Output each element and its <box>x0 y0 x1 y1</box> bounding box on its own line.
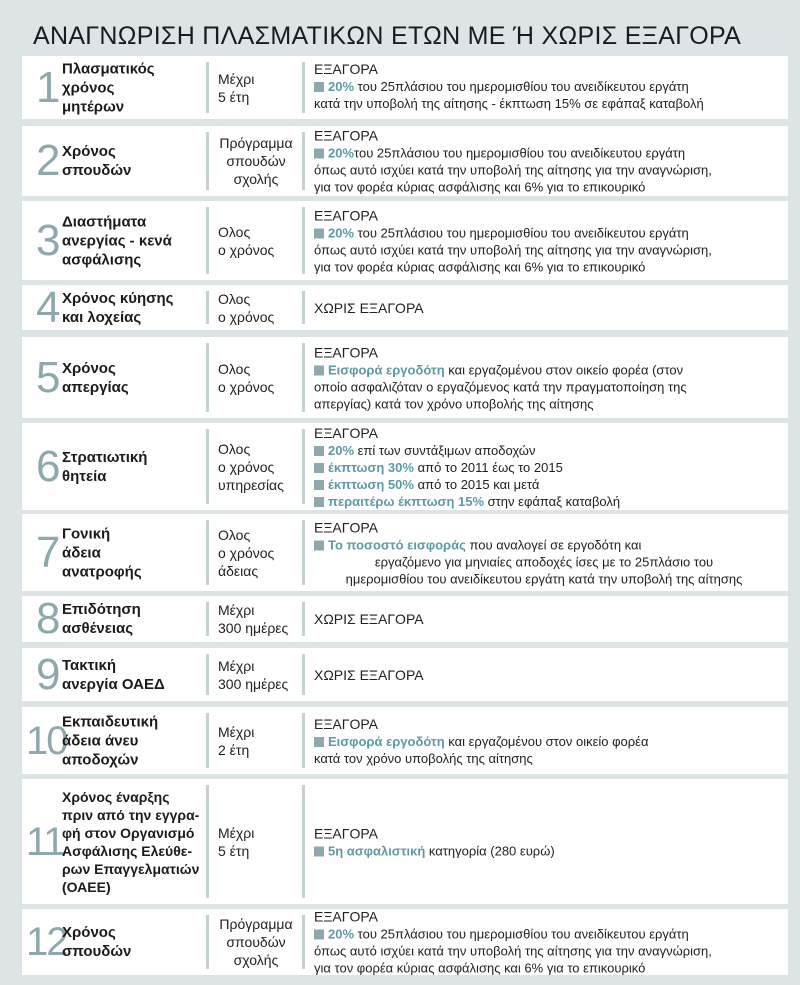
column-divider <box>206 520 209 585</box>
table-row <box>22 282 788 332</box>
bullet-square-icon <box>314 446 324 456</box>
detail-line <box>314 258 774 275</box>
detail-body-text: και εργαζομένου στον οικείο φορέα (στον <box>444 362 684 377</box>
buyback-status: ΧΩΡΙΣ ΕΞΑΓΟΡΑ <box>314 666 424 683</box>
category-line: Χρόνος έναρξης <box>62 788 170 805</box>
detail-line <box>314 162 774 179</box>
category-line: αποδοχών <box>62 751 139 768</box>
duration-line: ο χρόνος <box>218 241 275 258</box>
detail-text <box>314 908 774 977</box>
column-divider <box>206 785 209 898</box>
duration-label <box>218 223 302 259</box>
detail-body-text: όπως αυτό ισχύει κατά την υποβολή της αίτησης για την αναγνώριση, <box>314 943 712 959</box>
column-divider <box>302 291 305 324</box>
detail-body-text: οποίο ασφαλιζόταν ο εργαζόμενος κατά την πραγματοποίηση της <box>314 379 687 394</box>
buyback-status: ΕΞΑΓΟΡΑ <box>314 344 379 360</box>
duration-label <box>218 657 302 693</box>
detail-line <box>314 459 774 476</box>
column-divider <box>302 713 305 768</box>
category-line: ανεργία ΟΑΕΔ <box>62 675 165 693</box>
highlight-text: 5η ασφαλιστική <box>328 843 426 858</box>
column-divider <box>302 602 305 636</box>
duration-line: άδειας <box>218 562 259 579</box>
buyback-status: ΧΩΡΙΣ ΕΞΑΓΟΡΑ <box>314 611 424 627</box>
row-number: 1 <box>36 62 59 112</box>
detail-line <box>314 361 774 378</box>
highlight-text: 20% <box>328 145 355 161</box>
duration-label <box>218 601 302 637</box>
bullet-square-icon <box>314 480 324 490</box>
detail-body-text: του 25πλάσιου του ημερομισθίου του ανειδίκευτου εργάτη <box>354 79 689 94</box>
detail-body-text: κατά την υποβολή της αίτησης - έκπτωση 15% σε εφάπαξ καταβολή <box>314 96 704 111</box>
category-line: Τακτική <box>62 656 117 674</box>
row-number: 11 <box>26 819 64 864</box>
detail-line <box>314 553 774 570</box>
category-line: απεργίας <box>62 378 129 396</box>
detail-line <box>314 943 774 960</box>
category-line: ρων Επαγγελματιών <box>62 860 200 877</box>
detail-body-text: για τον φορέα κύριας ασφάλισης και 6% για το επικουρικό <box>314 259 646 274</box>
detail-body-text: από το 2015 και μετά <box>413 476 540 492</box>
table-row <box>22 909 788 975</box>
table-row <box>22 514 788 591</box>
duration-line: 5 έτη <box>218 88 250 105</box>
duration-label <box>210 134 302 188</box>
buyback-status: ΕΞΑΓΟΡΑ <box>314 519 379 535</box>
duration-line: Μέχρι <box>218 70 255 87</box>
detail-body-text: του 25πλάσιου του ημερομισθίου του ανειδίκευτου εργάτη <box>354 926 689 942</box>
bullet-square-icon <box>314 846 324 856</box>
duration-line: Μέχρι <box>218 824 255 841</box>
table-row <box>22 201 788 280</box>
detail-line <box>314 224 774 241</box>
highlight-text: 20% <box>328 926 355 942</box>
column-divider <box>302 429 305 504</box>
highlight-text: 20% <box>328 79 355 94</box>
detail-text <box>314 127 774 196</box>
row-number: 5 <box>36 352 59 402</box>
bullet-square-icon <box>314 737 324 747</box>
highlight-text: Εισφορά εργοδότη <box>328 362 445 377</box>
highlight-text: 20% <box>328 442 355 458</box>
category-line: ανεργίας - κενά <box>62 232 172 249</box>
duration-line: σχολής <box>233 171 279 187</box>
category-line: μητέρων <box>62 98 125 115</box>
buyback-status: ΕΞΑΓΟΡΑ <box>314 127 379 144</box>
duration-line: σπουδών <box>226 153 286 169</box>
highlight-text: έκπτωση 30% <box>328 459 414 475</box>
detail-body-text: όπως αυτό ισχύει κατά την υποβολή της αίτησης για την αναγνώριση, <box>314 242 712 257</box>
duration-label <box>218 440 302 494</box>
detail-body-text: κατηγορία (280 ευρώ) <box>425 843 555 858</box>
column-divider <box>206 429 209 504</box>
category-line: Χρόνος <box>62 359 116 377</box>
detail-line <box>314 476 774 493</box>
buyback-status: ΕΞΑΓΟΡΑ <box>314 61 379 77</box>
category-label <box>62 923 202 961</box>
category-line: ασθένειας <box>62 620 134 637</box>
row-number: 9 <box>36 649 59 699</box>
duration-line: Μέχρι <box>218 723 255 740</box>
detail-text <box>314 518 774 587</box>
duration-label <box>218 723 302 759</box>
duration-line: Πρόγραμμα <box>219 916 293 932</box>
duration-label <box>218 360 302 396</box>
detail-text <box>314 715 774 767</box>
buyback-status: ΧΩΡΙΣ ΕΞΑΓΟΡΑ <box>314 299 424 316</box>
category-label <box>62 524 202 581</box>
detail-line <box>314 842 774 859</box>
category-line: Επιδότηση <box>62 601 141 618</box>
detail-body-text: εργαζόμενο για μηνιαίες αποδοχές ίσες με το 25πλάσιο του <box>374 554 714 569</box>
duration-line: υπηρεσίας <box>218 476 284 493</box>
detail-body-text: επί των συντάξιμων αποδοχών <box>354 442 536 458</box>
buyback-status: ΕΞΑΓΟΡΑ <box>314 424 379 441</box>
detail-line <box>314 570 774 587</box>
duration-line: ο χρόνος <box>218 378 275 395</box>
category-line: Χρόνος <box>62 924 116 941</box>
category-line: (ΟΑΕΕ) <box>62 878 111 895</box>
category-label <box>62 600 202 638</box>
column-divider <box>206 654 209 695</box>
buyback-status: ΕΞΑΓΟΡΑ <box>314 207 379 223</box>
bullet-square-icon <box>314 463 324 473</box>
column-divider <box>206 602 209 636</box>
duration-line: 300 ημέρες <box>218 675 289 692</box>
detail-body-text: ημερομισθίου του ανειδίκευτου εργάτη κατά την υποβολή της αίτησης <box>345 571 743 586</box>
duration-line: 5 έτη <box>218 842 250 859</box>
detail-body-text: του 25πλάσιου του ημερομισθίου του ανειδίκευτου εργάτη <box>354 225 689 240</box>
detail-body-text: από το 2011 έως το 2015 <box>413 459 563 475</box>
duration-line: ο χρόνος <box>218 458 275 475</box>
category-line: Γονική <box>62 525 111 542</box>
column-divider <box>302 343 305 412</box>
duration-line: σπουδών <box>226 934 286 950</box>
buyback-status: ΕΞΑΓΟΡΑ <box>314 908 379 925</box>
detail-text <box>314 666 774 684</box>
bullet-square-icon <box>314 497 324 507</box>
table-row <box>22 648 788 701</box>
category-line: χρόνος <box>62 79 115 96</box>
detail-line <box>314 750 774 767</box>
category-line: ασφάλισης <box>62 251 142 268</box>
detail-line <box>314 442 774 459</box>
row-number: 2 <box>36 136 59 185</box>
detail-line <box>314 241 774 258</box>
detail-line <box>314 78 774 95</box>
highlight-text: Εισφορά εργοδότη <box>328 733 445 749</box>
table-row <box>22 126 788 196</box>
category-line: Ασφάλισης Ελεύθε- <box>62 842 193 859</box>
bullet-square-icon <box>314 149 324 159</box>
duration-label <box>218 526 302 580</box>
category-line: σπουδών <box>62 943 132 960</box>
duration-label <box>218 70 302 106</box>
buyback-status: ΕΞΑΓΟΡΑ <box>314 825 379 841</box>
duration-line: ο χρόνος <box>218 544 275 561</box>
column-divider <box>206 62 209 113</box>
category-line: Πλασματικός <box>62 60 155 77</box>
detail-text <box>314 424 774 510</box>
column-divider <box>302 520 305 585</box>
detail-line <box>314 378 774 395</box>
category-label <box>62 212 202 269</box>
category-label <box>62 448 202 486</box>
table-row <box>22 423 788 510</box>
row-number: 4 <box>36 282 59 332</box>
category-line: φή στον Οργανισμό <box>62 824 195 841</box>
row-number: 3 <box>36 215 59 265</box>
duration-line: Ολος <box>218 440 251 457</box>
category-line: Στρατιωτική <box>62 448 148 466</box>
detail-text <box>314 299 774 317</box>
column-divider <box>206 132 209 190</box>
category-line: Χρόνος κύησης <box>62 289 174 307</box>
table-row <box>22 56 788 119</box>
duration-line: 2 έτη <box>218 741 250 758</box>
column-divider <box>302 785 305 898</box>
detail-body-text: στην εφάπαξ καταβολή <box>484 493 621 509</box>
buyback-status: ΕΞΑΓΟΡΑ <box>314 715 379 732</box>
category-label <box>62 359 202 397</box>
table-row <box>22 779 788 904</box>
detail-text <box>314 60 774 112</box>
column-divider <box>302 62 305 113</box>
detail-body-text: που αναλογεί σε εργοδότη και <box>465 537 642 552</box>
duration-line: Μέχρι <box>218 657 255 674</box>
category-line: Χρόνος <box>62 143 116 160</box>
duration-line: ο χρόνος <box>218 308 275 325</box>
detail-text <box>314 824 774 859</box>
bullet-square-icon <box>314 930 324 940</box>
detail-body-text: απεργίας) κατά τον χρόνο υποβολής της αίτησης <box>314 396 594 411</box>
category-label <box>62 788 202 896</box>
bullet-square-icon <box>314 365 324 375</box>
detail-body-text: του 25πλάσιου του ημερομισθίου του ανειδίκευτου εργάτη <box>354 145 686 161</box>
duration-line: Ολος <box>218 223 251 240</box>
duration-label <box>218 290 302 326</box>
duration-label <box>210 915 302 969</box>
column-divider <box>206 343 209 412</box>
category-label <box>62 656 202 694</box>
category-label <box>62 142 202 180</box>
detail-body-text: για τον φορέα κύριας ασφάλισης και 6% για το επικουρικό <box>314 960 646 976</box>
detail-line <box>314 395 774 412</box>
category-label <box>62 289 202 327</box>
detail-line <box>314 95 774 112</box>
detail-body-text: και εργαζομένου στον οικείο φορέα <box>444 733 649 749</box>
highlight-text: περαιτέρω έκπτωση 15% <box>328 493 485 509</box>
category-label <box>62 712 202 769</box>
row-number: 12 <box>26 920 67 964</box>
column-divider <box>302 207 305 274</box>
detail-text <box>314 610 774 628</box>
highlight-text: έκπτωση 50% <box>328 476 414 492</box>
column-divider <box>206 207 209 274</box>
highlight-text: 20% <box>328 225 355 240</box>
detail-body-text: όπως αυτό ισχύει κατά την υποβολή της αίτησης για την αναγνώριση, <box>314 162 712 178</box>
duration-line: Ολος <box>218 526 251 543</box>
column-divider <box>206 915 209 969</box>
duration-line: Μέχρι <box>218 602 255 618</box>
duration-line: Ολος <box>218 290 251 307</box>
table-row <box>22 596 788 642</box>
category-line: σπουδών <box>62 162 132 179</box>
category-line: Εκπαιδευτική <box>62 713 159 730</box>
row-number: 10 <box>26 718 67 763</box>
detail-body-text: για τον φορέα κύριας ασφάλισης και 6% για το επικουρικό <box>314 179 646 195</box>
detail-body-text: κατά τον χρόνο υποβολής της αίτησης <box>314 750 533 766</box>
detail-line <box>314 145 774 162</box>
detail-text <box>314 206 774 275</box>
category-line: άδεια <box>62 544 101 561</box>
column-divider <box>302 915 305 969</box>
category-label <box>62 59 202 116</box>
row-number: 8 <box>36 594 59 643</box>
detail-line <box>314 536 774 553</box>
duration-line: Ολος <box>218 360 251 377</box>
duration-line: 300 ημέρες <box>218 620 289 636</box>
detail-line <box>314 960 774 977</box>
bullet-square-icon <box>314 82 324 92</box>
category-line: θητεία <box>62 467 107 485</box>
column-divider <box>206 291 209 324</box>
duration-line: σχολής <box>233 952 279 968</box>
category-line: ανατροφής <box>62 563 142 580</box>
detail-text <box>314 343 774 412</box>
category-line: πριν από την εγγρα- <box>62 806 200 823</box>
page-title: ΑΝΑΓΝΩΡΙΣΗ ΠΛΑΣΜΑΤΙΚΩΝ ΕΤΩΝ ΜΕ Ή ΧΩΡΙΣ ΕΞΑΓΟΡΑ <box>33 22 742 50</box>
bullet-square-icon <box>314 228 324 238</box>
highlight-text: Το ποσοστό εισφοράς <box>328 537 466 552</box>
column-divider <box>206 713 209 768</box>
duration-line: Πρόγραμμα <box>219 135 293 151</box>
column-divider <box>302 132 305 190</box>
detail-line <box>314 179 774 196</box>
duration-label <box>218 824 302 860</box>
bullet-square-icon <box>314 540 324 550</box>
detail-line <box>314 493 774 510</box>
category-line: και λοχείας <box>62 308 142 326</box>
column-divider <box>302 654 305 695</box>
category-line: Διαστήματα <box>62 213 147 230</box>
detail-line <box>314 733 774 750</box>
row-number: 6 <box>36 441 59 491</box>
table-row <box>22 337 788 418</box>
category-line: άδεια άνευ <box>62 732 139 749</box>
table-row <box>22 707 788 774</box>
detail-line <box>314 926 774 943</box>
row-number: 7 <box>36 527 59 577</box>
